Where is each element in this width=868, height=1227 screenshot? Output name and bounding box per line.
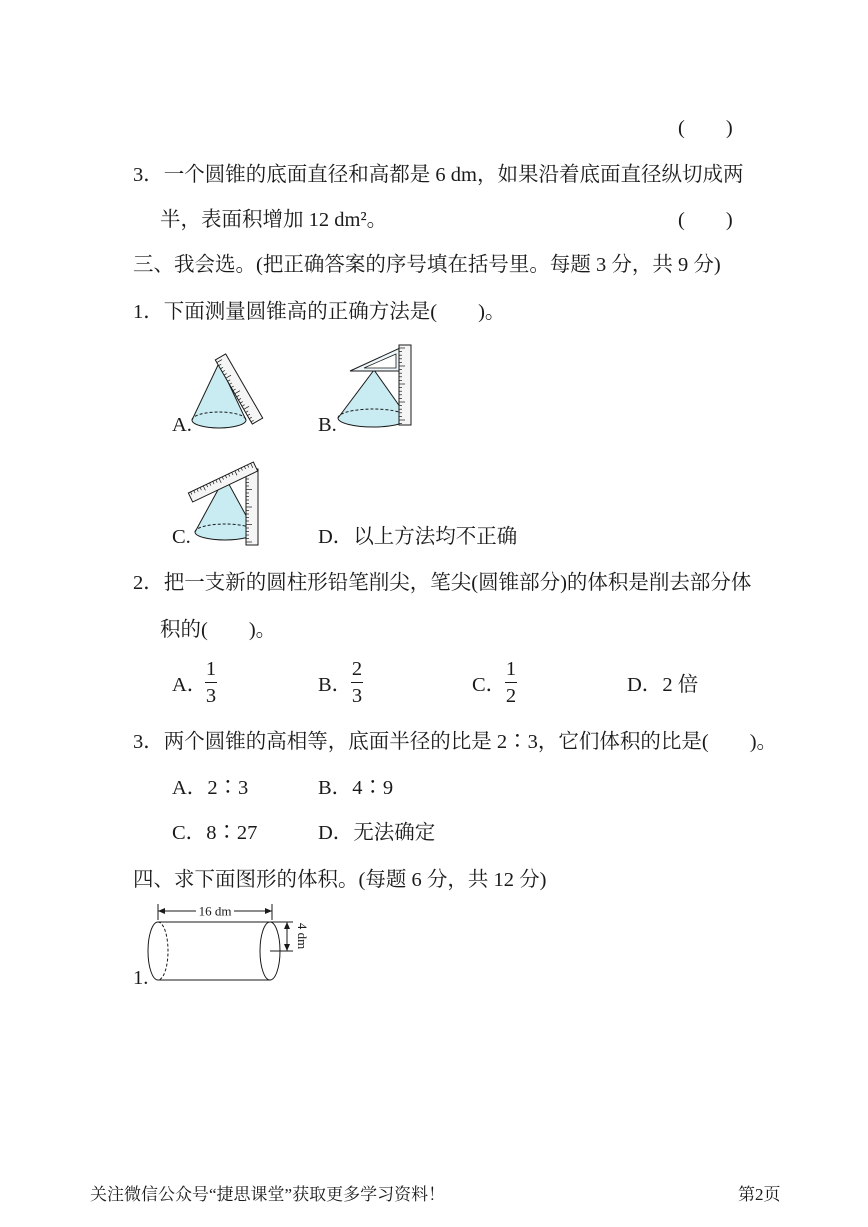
page-number: 第2页: [738, 1185, 781, 1204]
option-d-text: 无法确定: [353, 822, 436, 844]
option-a: [172, 776, 248, 800]
fraction-bar: [205, 682, 217, 683]
option-d: [627, 673, 698, 697]
vertical-ruler: [246, 469, 258, 545]
section-3-q1-stem: 1．下面测量圆锥高的正确方法是( )。: [133, 301, 506, 323]
length-dimension: [158, 904, 272, 921]
fraction-numerator: 2: [351, 658, 363, 680]
option-c: [172, 821, 257, 845]
option-c-label: C．: [172, 822, 207, 844]
left-base-visible-edge: [148, 922, 158, 980]
cone-with-tilted-ruler-figure: [183, 455, 268, 547]
cone-shape: [338, 370, 408, 427]
option-a-label: A.: [172, 414, 192, 436]
option-d-label: D．: [318, 822, 354, 844]
fraction-numerator: 1: [205, 658, 217, 680]
option-c-label: C．: [472, 674, 507, 696]
section-3-q3-stem: 3．两个圆锥的高相等，底面半径的比是 2∶3，它们体积的比是( )。: [133, 731, 778, 753]
footer-promo: 关注微信公众号“捷思课堂”获取更多学习资料！: [90, 1185, 446, 1204]
question-3-line-2: 半，表面积增加 12 dm²。: [160, 209, 388, 231]
fraction-bar: [351, 682, 363, 683]
cone-with-slanted-ruler-figure: [183, 350, 271, 435]
fraction-denominator: 3: [351, 685, 363, 707]
option-b-label: B．: [318, 674, 353, 696]
option-b-text: 4∶9: [352, 777, 394, 799]
fraction-numerator: 1: [505, 658, 517, 680]
option-d-text: 以上方法均不正确: [353, 526, 518, 548]
option-a-label: A．: [172, 674, 208, 696]
option-b: [318, 776, 393, 800]
fraction-two-thirds: [349, 658, 365, 707]
radius-dimension: [270, 922, 310, 951]
set-square: [350, 348, 400, 371]
section-3-q2-line-1: 2．把一支新的圆柱形铅笔削尖，笔尖(圆锥部分)的体积是削去部分体: [133, 572, 752, 594]
section-3-q2-line-2: 积的( )。: [160, 619, 277, 641]
option-c-label: C.: [172, 526, 191, 548]
cylinder-figure: [140, 898, 315, 988]
cylinder-shape: [148, 922, 280, 980]
ruler: [399, 345, 411, 425]
set-square-cutout: [364, 354, 396, 368]
option-d-text: 2 倍: [662, 674, 699, 696]
length-label: 16 dm: [198, 903, 232, 919]
option-d-label: D．: [318, 526, 354, 548]
option-a-text: 2∶3: [207, 777, 249, 799]
cone-with-set-square-and-ruler-figure: [330, 338, 418, 430]
option-a-label: A．: [172, 777, 208, 799]
fraction-denominator: 2: [505, 685, 517, 707]
question-3-line-1: 3．一个圆锥的底面直径和高都是 6 dm，如果沿着底面直径纵切成两: [133, 164, 744, 186]
option-b-label: B.: [318, 414, 337, 436]
section-3-heading: 三、我会选。(把正确答案的序号填在括号里。每题 3 分，共 9 分): [133, 254, 721, 276]
fraction-one-third: [203, 658, 219, 707]
answer-bracket: ( ): [678, 209, 733, 231]
answer-bracket: ( ): [678, 117, 733, 139]
fraction-denominator: 3: [205, 685, 217, 707]
option-d: [318, 525, 517, 549]
fraction-bar: [505, 682, 517, 683]
section-4-q1-number: 1.: [133, 967, 149, 989]
option-b-label: B．: [318, 777, 353, 799]
fraction-one-half: [503, 658, 519, 707]
radius-label: 4 dm: [295, 922, 310, 950]
left-base-hidden-edge: [158, 922, 168, 980]
section-4-heading: 四、求下面图形的体积。(每题 6 分，共 12 分): [133, 869, 547, 891]
option-d: [318, 821, 435, 845]
option-d-label: D．: [627, 674, 663, 696]
option-c-text: 8∶27: [206, 822, 258, 844]
